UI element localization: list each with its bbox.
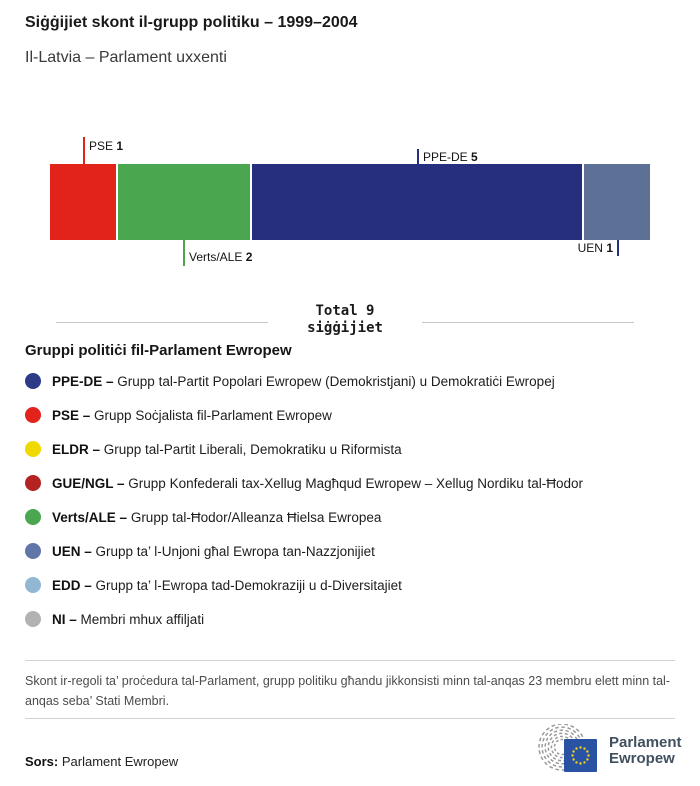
chart-subtitle: Il-Latvia – Parlament uxxenti	[25, 49, 227, 66]
legend-text	[52, 374, 555, 389]
divider-bottom	[25, 718, 675, 719]
legend-group-abbr: Verts/ALE –	[52, 509, 128, 525]
callout-group-name: PPE-DE	[423, 150, 468, 164]
legend-group-abbr: UEN –	[52, 543, 92, 559]
legend-text	[52, 544, 375, 559]
callout-group-name: PSE	[89, 139, 114, 153]
total-label-line1: Total 9	[315, 303, 375, 319]
legend-item	[25, 441, 583, 457]
legend-group-abbr: GUE/NGL –	[52, 475, 125, 491]
callout-ppe-de	[423, 150, 478, 164]
legend-text	[52, 408, 332, 423]
callout-verts-ale	[189, 250, 252, 264]
legend-text	[52, 612, 204, 627]
legend-group-desc: Grupp Soċjalista fil-Parlament Ewropew	[94, 407, 332, 423]
uen-tick	[617, 240, 619, 256]
legend-group-abbr: EDD –	[52, 577, 92, 593]
legend-color-dot-icon	[25, 407, 41, 423]
legend-group-desc: Grupp ta’ l-Unjoni għal Ewropa tan-Nazzjonijiet	[95, 543, 375, 559]
ep-logo-line1: Parlament	[609, 734, 682, 751]
ppe-de-tick	[417, 149, 419, 164]
legend-color-dot-icon	[25, 543, 41, 559]
ep-logo-wordmark	[609, 735, 682, 767]
callout-pse	[89, 139, 123, 153]
legend-color-dot-icon	[25, 577, 41, 593]
legend-text	[52, 442, 402, 457]
legend-item	[25, 373, 583, 389]
legend-heading: Gruppi politiċi fil-Parlament Ewropew	[25, 342, 292, 359]
legend-group-desc: Grupp tal-Partit Popolari Ewropew (Demokristjani) u Demokratiċi Ewropej	[117, 373, 555, 389]
legend-color-dot-icon	[25, 509, 41, 525]
european-parliament-logo	[528, 724, 682, 774]
verts-ale-tick	[183, 240, 185, 266]
callout-seat-count: 1	[606, 241, 613, 255]
legend-color-dot-icon	[25, 611, 41, 627]
legend-list	[25, 373, 583, 627]
legend-group-abbr: NI –	[52, 611, 77, 627]
legend-group-desc: Grupp tal-Ħodor/Alleanza Ħielsa Ewropea	[130, 509, 382, 525]
legend-item	[25, 543, 583, 559]
legend-text	[52, 510, 381, 525]
legend-item	[25, 611, 583, 627]
source-value: Parlament Ewropew	[61, 754, 179, 769]
seat-bar	[50, 164, 650, 240]
legend-group-abbr: PPE-DE –	[52, 373, 114, 389]
bar-segment	[118, 164, 250, 240]
source-line	[25, 754, 178, 769]
bar-segment	[252, 164, 582, 240]
total-label-line2: siġġijiet	[307, 320, 383, 336]
legend-group-desc: Grupp Konfederali tax-Xellug Magħqud Ewropew – Xellug Nordiku tal-Ħodor	[128, 475, 584, 491]
ep-logo-line2: Ewropew	[609, 750, 675, 767]
legend-color-dot-icon	[25, 475, 41, 491]
legend-group-abbr: ELDR –	[52, 441, 101, 457]
legend-color-dot-icon	[25, 441, 41, 457]
legend-item	[25, 509, 583, 525]
eu-flag-icon	[564, 739, 597, 772]
bar-segment	[584, 164, 650, 240]
legend-item	[25, 407, 583, 423]
pse-tick	[83, 137, 85, 164]
legend-group-desc: Grupp ta’ l-Ewropa tad-Demokraziji u d-Diversitajiet	[95, 577, 402, 593]
divider-top	[25, 660, 675, 661]
total-divider	[56, 303, 634, 337]
bar-segment	[50, 164, 116, 240]
chart-title: Siġġijiet skont il-grupp politiku – 1999–2004	[25, 14, 358, 31]
footnote: Skont ir-regoli ta’ proċedura tal-Parlament, grupp politiku għandu jikkonsisti minn tal-anqas 23 membru elett minn tal-anqas seba’ Stati Membri.	[25, 674, 670, 708]
callout-seat-count: 5	[471, 150, 478, 164]
callout-group-name: UEN	[577, 241, 603, 255]
ep-logo-graphic	[528, 724, 602, 774]
divider-rule-left	[56, 322, 268, 323]
legend-group-desc: Membri mhux affiljati	[80, 611, 205, 627]
legend-color-dot-icon	[25, 373, 41, 389]
legend-text	[52, 578, 402, 593]
callout-seat-count: 2	[245, 250, 253, 264]
callout-seat-count: 1	[116, 139, 124, 153]
divider-rule-right	[422, 322, 634, 323]
legend-group-abbr: PSE –	[52, 407, 91, 423]
legend-group-desc: Grupp tal-Partit Liberali, Demokratiku u Riformista	[103, 441, 402, 457]
legend-item	[25, 475, 583, 491]
legend-text	[52, 476, 583, 491]
legend-item	[25, 577, 583, 593]
callout-uen	[578, 241, 613, 255]
callout-group-name: Verts/ALE	[189, 250, 243, 264]
total-label	[268, 303, 422, 337]
source-label: Sors:	[25, 754, 59, 769]
